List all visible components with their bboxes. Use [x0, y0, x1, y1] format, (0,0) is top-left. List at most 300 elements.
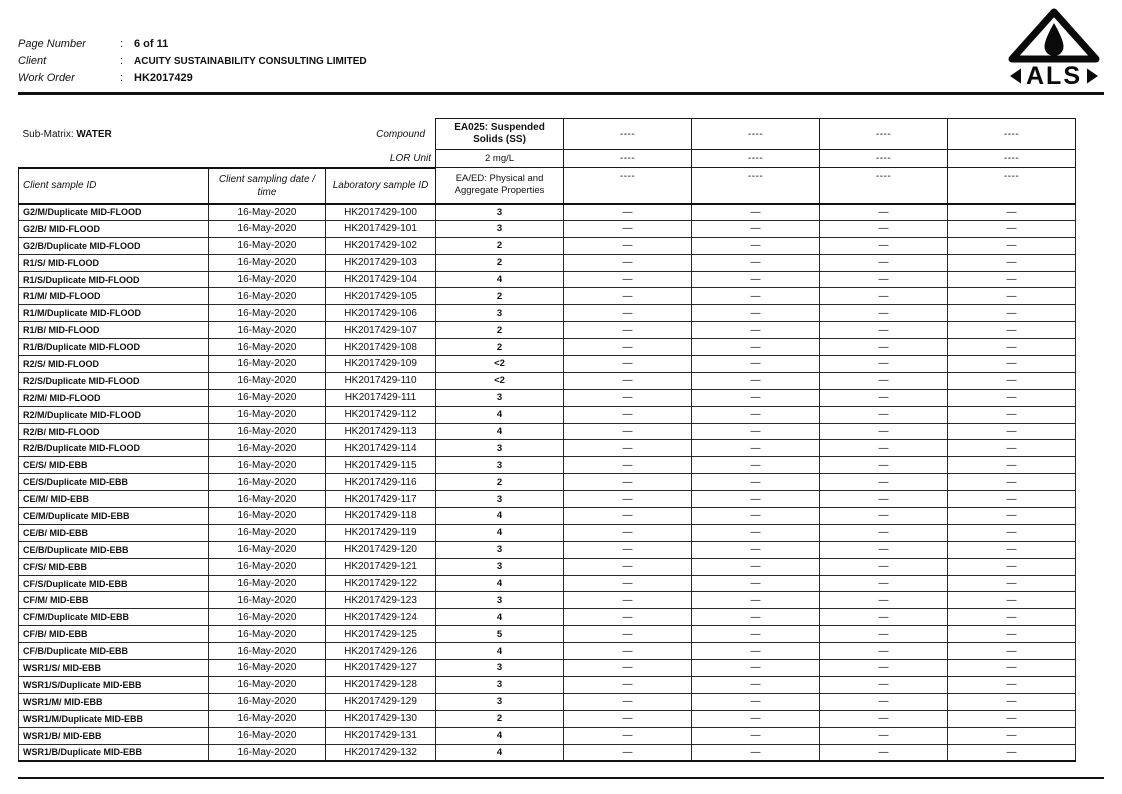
- empty-result-cell: —: [564, 322, 692, 339]
- empty-analyte-header: ----: [564, 119, 692, 150]
- client-sample-id-cell: R1/M/ MID-FLOOD: [19, 288, 209, 305]
- client-sample-id-cell: CE/B/Duplicate MID-EBB: [19, 541, 209, 558]
- result-value-cell: 3: [436, 558, 564, 575]
- sub-matrix-cell: [19, 119, 436, 150]
- empty-result-cell: —: [820, 254, 948, 271]
- sample-table-row: [19, 204, 1076, 221]
- sample-table-row: [19, 474, 1076, 491]
- sampling-date-cell: 16-May-2020: [209, 643, 326, 660]
- empty-result-cell: —: [564, 372, 692, 389]
- sampling-date-cell: 16-May-2020: [209, 406, 326, 423]
- client-sample-id-cell: CF/B/ MID-EBB: [19, 626, 209, 643]
- lab-sample-id-cell: HK2017429-124: [326, 609, 436, 626]
- empty-result-cell: —: [564, 626, 692, 643]
- empty-result-cell: —: [564, 254, 692, 271]
- lab-sample-id-cell: HK2017429-122: [326, 575, 436, 592]
- result-value-cell: 4: [436, 609, 564, 626]
- empty-result-cell: —: [564, 676, 692, 693]
- client-row: [18, 55, 367, 72]
- sample-table-row: [19, 592, 1076, 609]
- empty-result-cell: —: [820, 322, 948, 339]
- sampling-date-header: Client sampling date / time: [209, 168, 326, 204]
- empty-result-cell: —: [692, 220, 820, 237]
- result-value-cell: 4: [436, 406, 564, 423]
- result-value-cell: 4: [436, 271, 564, 288]
- sampling-date-cell: 16-May-2020: [209, 474, 326, 491]
- empty-analyte-header: ----: [948, 119, 1076, 150]
- compound-label: Compound: [376, 128, 426, 140]
- sample-table-row: [19, 727, 1076, 744]
- sampling-date-cell: 16-May-2020: [209, 305, 326, 322]
- client-sample-id-cell: R1/B/Duplicate MID-FLOOD: [19, 339, 209, 356]
- lab-sample-id-cell: HK2017429-121: [326, 558, 436, 575]
- empty-result-cell: —: [948, 575, 1076, 592]
- lab-sample-id-cell: HK2017429-113: [326, 423, 436, 440]
- result-value-cell: 3: [436, 660, 564, 677]
- empty-result-cell: —: [820, 305, 948, 322]
- empty-result-cell: —: [820, 372, 948, 389]
- sample-table-row: [19, 693, 1076, 710]
- sampling-date-cell: 16-May-2020: [209, 271, 326, 288]
- empty-method-header: ----: [564, 168, 692, 204]
- client-sample-id-header: Client sample ID: [19, 168, 209, 204]
- empty-result-cell: —: [692, 744, 820, 761]
- empty-result-cell: —: [692, 356, 820, 373]
- lab-sample-id-cell: HK2017429-118: [326, 508, 436, 525]
- lab-sample-id-cell: HK2017429-110: [326, 372, 436, 389]
- sampling-date-cell: 16-May-2020: [209, 491, 326, 508]
- sampling-date-cell: 16-May-2020: [209, 744, 326, 761]
- empty-result-cell: —: [948, 204, 1076, 221]
- lor-unit-label-cell: [19, 150, 436, 168]
- results-table-container: [18, 118, 1076, 762]
- work-order-value: HK2017429: [134, 72, 193, 84]
- empty-result-cell: —: [564, 271, 692, 288]
- result-value-cell: 2: [436, 237, 564, 254]
- empty-result-cell: —: [948, 474, 1076, 491]
- sample-table-row: [19, 626, 1076, 643]
- empty-result-cell: —: [564, 592, 692, 609]
- client-sample-id-cell: WSR1/S/Duplicate MID-EBB: [19, 676, 209, 693]
- sampling-date-cell: 16-May-2020: [209, 575, 326, 592]
- empty-result-cell: —: [820, 271, 948, 288]
- sampling-date-cell: 16-May-2020: [209, 710, 326, 727]
- sampling-date-cell: 16-May-2020: [209, 288, 326, 305]
- empty-method-header: ----: [820, 168, 948, 204]
- empty-result-cell: —: [820, 592, 948, 609]
- lab-sample-id-cell: HK2017429-109: [326, 356, 436, 373]
- empty-result-cell: —: [820, 660, 948, 677]
- empty-result-cell: —: [692, 237, 820, 254]
- result-value-cell: <2: [436, 372, 564, 389]
- result-value-cell: 3: [436, 541, 564, 558]
- sampling-date-cell: 16-May-2020: [209, 508, 326, 525]
- result-value-cell: 2: [436, 474, 564, 491]
- sampling-date-cell: 16-May-2020: [209, 237, 326, 254]
- empty-result-cell: —: [692, 626, 820, 643]
- lab-sample-id-cell: HK2017429-107: [326, 322, 436, 339]
- empty-result-cell: —: [692, 271, 820, 288]
- empty-result-cell: —: [692, 474, 820, 491]
- sample-table-row: [19, 643, 1076, 660]
- report-header: [18, 38, 367, 89]
- empty-result-cell: —: [948, 339, 1076, 356]
- lab-sample-id-cell: HK2017429-132: [326, 744, 436, 761]
- result-value-cell: 3: [436, 305, 564, 322]
- empty-result-cell: —: [692, 541, 820, 558]
- lab-sample-id-cell: HK2017429-106: [326, 305, 436, 322]
- empty-analyte-header: ----: [820, 119, 948, 150]
- sampling-date-cell: 16-May-2020: [209, 541, 326, 558]
- sample-table-row: [19, 254, 1076, 271]
- sample-table-row: [19, 508, 1076, 525]
- empty-result-cell: —: [948, 220, 1076, 237]
- lab-sample-id-cell: HK2017429-130: [326, 710, 436, 727]
- sample-table-row: [19, 744, 1076, 761]
- sampling-date-cell: 16-May-2020: [209, 676, 326, 693]
- empty-result-cell: —: [820, 440, 948, 457]
- sampling-date-cell: 16-May-2020: [209, 204, 326, 221]
- empty-result-cell: —: [564, 727, 692, 744]
- result-value-cell: 2: [436, 710, 564, 727]
- client-sample-id-cell: R1/S/ MID-FLOOD: [19, 254, 209, 271]
- empty-result-cell: —: [820, 204, 948, 221]
- page-footer-divider: [18, 777, 1104, 779]
- empty-method-header: ----: [948, 168, 1076, 204]
- client-sample-id-cell: G2/B/Duplicate MID-FLOOD: [19, 237, 209, 254]
- colon: :: [120, 38, 124, 50]
- empty-result-cell: —: [564, 389, 692, 406]
- empty-result-cell: —: [820, 356, 948, 373]
- logo-left-arrow-icon: [1010, 69, 1021, 84]
- sample-table-row: [19, 423, 1076, 440]
- empty-result-cell: —: [820, 643, 948, 660]
- result-value-cell: 3: [436, 220, 564, 237]
- result-value-cell: 4: [436, 575, 564, 592]
- empty-result-cell: —: [692, 491, 820, 508]
- empty-result-cell: —: [564, 220, 692, 237]
- empty-result-cell: —: [564, 524, 692, 541]
- header-divider: [18, 92, 1104, 95]
- empty-result-cell: —: [564, 491, 692, 508]
- lab-sample-id-cell: HK2017429-119: [326, 524, 436, 541]
- sample-table-row: [19, 322, 1076, 339]
- als-logo: [1008, 8, 1100, 91]
- lab-sample-id-cell: HK2017429-125: [326, 626, 436, 643]
- sampling-date-cell: 16-May-2020: [209, 524, 326, 541]
- client-sample-id-cell: CE/S/Duplicate MID-EBB: [19, 474, 209, 491]
- sampling-date-cell: 16-May-2020: [209, 372, 326, 389]
- page-number-label: Page Number: [18, 38, 86, 50]
- empty-result-cell: —: [948, 389, 1076, 406]
- results-table: [18, 118, 1076, 762]
- empty-result-cell: —: [692, 322, 820, 339]
- empty-result-cell: —: [948, 423, 1076, 440]
- client-sample-id-cell: WSR1/S/ MID-EBB: [19, 660, 209, 677]
- empty-result-cell: —: [948, 491, 1076, 508]
- client-sample-id-cell: CF/S/ MID-EBB: [19, 558, 209, 575]
- sample-table-row: [19, 305, 1076, 322]
- sub-matrix-label: Sub-Matrix:: [22, 128, 74, 140]
- empty-result-cell: —: [564, 356, 692, 373]
- empty-result-cell: —: [948, 727, 1076, 744]
- client-sample-id-cell: WSR1/M/ MID-EBB: [19, 693, 209, 710]
- sample-table-row: [19, 710, 1076, 727]
- empty-result-cell: —: [820, 457, 948, 474]
- sample-table-row: [19, 237, 1076, 254]
- empty-result-cell: —: [948, 457, 1076, 474]
- work-order-row: [18, 72, 367, 89]
- sampling-date-cell: 16-May-2020: [209, 693, 326, 710]
- empty-result-cell: —: [564, 710, 692, 727]
- empty-result-cell: —: [820, 288, 948, 305]
- result-value-cell: 3: [436, 440, 564, 457]
- empty-result-cell: —: [564, 440, 692, 457]
- sampling-date-cell: 16-May-2020: [209, 356, 326, 373]
- empty-result-cell: —: [820, 575, 948, 592]
- empty-result-cell: —: [564, 474, 692, 491]
- empty-result-cell: —: [692, 710, 820, 727]
- empty-result-cell: —: [692, 406, 820, 423]
- empty-result-cell: —: [820, 727, 948, 744]
- lab-sample-id-cell: HK2017429-128: [326, 676, 436, 693]
- result-value-cell: 2: [436, 288, 564, 305]
- client-sample-id-cell: CE/S/ MID-EBB: [19, 457, 209, 474]
- empty-result-cell: —: [948, 406, 1076, 423]
- empty-result-cell: —: [564, 575, 692, 592]
- client-sample-id-cell: CF/M/ MID-EBB: [19, 592, 209, 609]
- lab-sample-id-cell: HK2017429-131: [326, 727, 436, 744]
- empty-result-cell: —: [948, 643, 1076, 660]
- empty-result-cell: —: [948, 356, 1076, 373]
- empty-result-cell: —: [564, 541, 692, 558]
- empty-result-cell: —: [948, 372, 1076, 389]
- lab-sample-id-cell: HK2017429-100: [326, 204, 436, 221]
- sub-matrix: [23, 129, 112, 140]
- empty-result-cell: —: [564, 643, 692, 660]
- lab-sample-id-cell: HK2017429-102: [326, 237, 436, 254]
- empty-result-cell: —: [692, 305, 820, 322]
- result-value-cell: 5: [436, 626, 564, 643]
- lor-unit-label: LOR Unit: [389, 152, 432, 164]
- empty-result-cell: —: [820, 609, 948, 626]
- client-sample-id-cell: G2/M/Duplicate MID-FLOOD: [19, 204, 209, 221]
- empty-result-cell: —: [948, 609, 1076, 626]
- empty-result-cell: —: [692, 389, 820, 406]
- client-sample-id-cell: CE/B/ MID-EBB: [19, 524, 209, 541]
- sampling-date-cell: 16-May-2020: [209, 609, 326, 626]
- lab-sample-id-cell: HK2017429-108: [326, 339, 436, 356]
- empty-result-cell: —: [948, 660, 1076, 677]
- empty-result-cell: —: [948, 541, 1076, 558]
- empty-result-cell: —: [692, 524, 820, 541]
- empty-result-cell: —: [820, 541, 948, 558]
- empty-result-cell: —: [564, 305, 692, 322]
- method-group-header: EA/ED: Physical and Aggregate Properties: [436, 168, 564, 204]
- sampling-date-cell: 16-May-2020: [209, 626, 326, 643]
- empty-result-cell: —: [948, 592, 1076, 609]
- sampling-date-cell: 16-May-2020: [209, 440, 326, 457]
- empty-lor-cell: ----: [948, 150, 1076, 168]
- client-sample-id-cell: R2/B/Duplicate MID-FLOOD: [19, 440, 209, 457]
- empty-result-cell: —: [820, 406, 948, 423]
- empty-result-cell: —: [564, 744, 692, 761]
- sample-table-row: [19, 457, 1076, 474]
- client-sample-id-cell: WSR1/B/ MID-EBB: [19, 727, 209, 744]
- empty-result-cell: —: [564, 204, 692, 221]
- empty-result-cell: —: [948, 237, 1076, 254]
- result-value-cell: 4: [436, 744, 564, 761]
- result-value-cell: 3: [436, 676, 564, 693]
- client-sample-id-cell: CE/M/Duplicate MID-EBB: [19, 508, 209, 525]
- sample-table-row: [19, 356, 1076, 373]
- client-value: ACUITY SUSTAINABILITY CONSULTING LIMITED: [134, 56, 367, 67]
- lab-sample-id-cell: HK2017429-101: [326, 220, 436, 237]
- result-value-cell: 3: [436, 389, 564, 406]
- empty-result-cell: —: [948, 558, 1076, 575]
- empty-result-cell: —: [692, 254, 820, 271]
- sampling-date-cell: 16-May-2020: [209, 457, 326, 474]
- sampling-date-cell: 16-May-2020: [209, 339, 326, 356]
- empty-result-cell: —: [692, 372, 820, 389]
- result-value-cell: 2: [436, 322, 564, 339]
- client-sample-id-cell: CF/M/Duplicate MID-EBB: [19, 609, 209, 626]
- sample-table-row: [19, 339, 1076, 356]
- result-value-cell: 4: [436, 423, 564, 440]
- empty-result-cell: —: [820, 676, 948, 693]
- empty-result-cell: —: [820, 508, 948, 525]
- sample-table-row: [19, 660, 1076, 677]
- lab-sample-id-cell: HK2017429-103: [326, 254, 436, 271]
- lab-sample-id-cell: HK2017429-116: [326, 474, 436, 491]
- empty-result-cell: —: [564, 423, 692, 440]
- result-value-cell: 4: [436, 508, 564, 525]
- result-value-cell: 3: [436, 491, 564, 508]
- client-sample-id-cell: CF/S/Duplicate MID-EBB: [19, 575, 209, 592]
- empty-result-cell: —: [948, 288, 1076, 305]
- lab-sample-id-cell: HK2017429-112: [326, 406, 436, 423]
- client-sample-id-cell: R1/S/Duplicate MID-FLOOD: [19, 271, 209, 288]
- empty-result-cell: —: [564, 660, 692, 677]
- empty-result-cell: —: [948, 440, 1076, 457]
- sampling-date-cell: 16-May-2020: [209, 660, 326, 677]
- sampling-date-cell: 16-May-2020: [209, 220, 326, 237]
- empty-result-cell: —: [820, 237, 948, 254]
- lab-sample-id-cell: HK2017429-126: [326, 643, 436, 660]
- result-value-cell: 4: [436, 524, 564, 541]
- empty-result-cell: —: [820, 710, 948, 727]
- empty-result-cell: —: [564, 558, 692, 575]
- lab-sample-id-cell: HK2017429-127: [326, 660, 436, 677]
- empty-result-cell: —: [820, 491, 948, 508]
- empty-result-cell: —: [692, 508, 820, 525]
- client-sample-id-cell: R2/M/ MID-FLOOD: [19, 389, 209, 406]
- empty-result-cell: —: [948, 508, 1076, 525]
- empty-result-cell: —: [820, 423, 948, 440]
- client-sample-id-cell: R1/M/Duplicate MID-FLOOD: [19, 305, 209, 322]
- lab-sample-id-header: Laboratory sample ID: [326, 168, 436, 204]
- empty-result-cell: —: [564, 406, 692, 423]
- client-sample-id-cell: WSR1/B/Duplicate MID-EBB: [19, 744, 209, 761]
- empty-result-cell: —: [692, 592, 820, 609]
- empty-result-cell: —: [692, 660, 820, 677]
- sampling-date-cell: 16-May-2020: [209, 558, 326, 575]
- result-value-cell: 4: [436, 727, 564, 744]
- client-sample-id-cell: R2/B/ MID-FLOOD: [19, 423, 209, 440]
- sample-table-row: [19, 524, 1076, 541]
- empty-result-cell: —: [564, 288, 692, 305]
- empty-result-cell: —: [692, 693, 820, 710]
- client-sample-id-cell: CF/B/Duplicate MID-EBB: [19, 643, 209, 660]
- empty-result-cell: —: [692, 423, 820, 440]
- sampling-date-cell: 16-May-2020: [209, 423, 326, 440]
- sample-table-row: [19, 676, 1076, 693]
- result-value-cell: 4: [436, 643, 564, 660]
- empty-result-cell: —: [820, 339, 948, 356]
- empty-lor-cell: ----: [820, 150, 948, 168]
- client-sample-id-cell: WSR1/M/Duplicate MID-EBB: [19, 710, 209, 727]
- lab-sample-id-cell: HK2017429-115: [326, 457, 436, 474]
- client-sample-id-cell: CE/M/ MID-EBB: [19, 491, 209, 508]
- empty-result-cell: —: [692, 457, 820, 474]
- client-sample-id-cell: R1/B/ MID-FLOOD: [19, 322, 209, 339]
- lab-sample-id-cell: HK2017429-105: [326, 288, 436, 305]
- result-value-cell: 2: [436, 339, 564, 356]
- empty-result-cell: —: [564, 339, 692, 356]
- empty-result-cell: —: [692, 575, 820, 592]
- empty-result-cell: —: [692, 727, 820, 744]
- result-value-cell: 3: [436, 457, 564, 474]
- empty-result-cell: —: [820, 744, 948, 761]
- page-number-row: [18, 38, 367, 55]
- sample-table-row: [19, 575, 1076, 592]
- empty-result-cell: —: [564, 693, 692, 710]
- sample-table-row: [19, 440, 1076, 457]
- colon: :: [120, 55, 124, 67]
- empty-result-cell: —: [564, 457, 692, 474]
- empty-result-cell: —: [820, 524, 948, 541]
- empty-result-cell: —: [948, 710, 1076, 727]
- empty-result-cell: —: [692, 288, 820, 305]
- lab-sample-id-cell: HK2017429-114: [326, 440, 436, 457]
- als-logo-graphic: [1008, 8, 1100, 86]
- empty-result-cell: —: [820, 389, 948, 406]
- empty-result-cell: —: [948, 254, 1076, 271]
- empty-result-cell: —: [948, 524, 1076, 541]
- empty-result-cell: —: [692, 609, 820, 626]
- empty-result-cell: —: [820, 220, 948, 237]
- column-header-row: [19, 168, 1076, 204]
- empty-result-cell: —: [948, 271, 1076, 288]
- result-value-cell: 2: [436, 254, 564, 271]
- colon: :: [120, 72, 124, 84]
- result-value-cell: 3: [436, 592, 564, 609]
- logo-right-arrow-icon: [1087, 69, 1098, 84]
- empty-result-cell: —: [820, 558, 948, 575]
- empty-result-cell: —: [692, 339, 820, 356]
- compound-header-row: [19, 119, 1076, 150]
- empty-method-header: ----: [692, 168, 820, 204]
- sample-table-row: [19, 609, 1076, 626]
- sampling-date-cell: 16-May-2020: [209, 322, 326, 339]
- empty-lor-cell: ----: [564, 150, 692, 168]
- client-label: Client: [18, 55, 47, 67]
- als-logo-text: ALS: [1026, 62, 1082, 86]
- lor-unit-row: [19, 150, 1076, 168]
- client-sample-id-cell: R2/M/Duplicate MID-FLOOD: [19, 406, 209, 423]
- client-sample-id-cell: G2/B/ MID-FLOOD: [19, 220, 209, 237]
- work-order-label: Work Order: [18, 72, 75, 84]
